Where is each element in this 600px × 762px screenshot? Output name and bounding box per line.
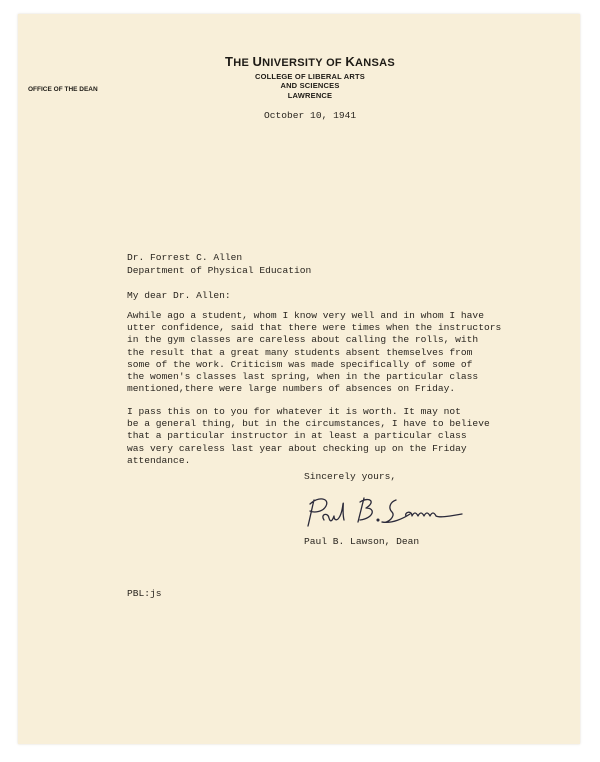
university-name: THE UNIVERSITY OF KANSAS bbox=[224, 54, 396, 69]
paragraph-2-line: I pass this on to you for whatever it is worth. It may not bbox=[127, 406, 461, 417]
paragraph-1-line: in the gym classes are careless about calling the rolls, with bbox=[127, 334, 479, 346]
paragraph-1-line: the women's classes last spring, when in the particular class bbox=[127, 371, 479, 383]
closing: Sincerely yours, bbox=[304, 471, 397, 482]
paragraph-1-line: the result that a great many students absent themselves from bbox=[127, 346, 473, 358]
paragraph-2-line: that a particular instructor in at least a particular class bbox=[127, 430, 467, 442]
paragraph-1-line: some of the work. Criticism was made specifically of some of bbox=[127, 358, 473, 370]
signer-name-title: Paul B. Lawson, Dean bbox=[304, 536, 420, 547]
paragraph-2-line: attendance. bbox=[127, 454, 191, 466]
paragraph-1-line: Awhile ago a student, whom I know very well and in whom I have bbox=[127, 310, 484, 321]
paragraph-2-line: was very careless last year about checking up on the Friday bbox=[127, 442, 467, 454]
salutation: My dear Dr. Allen: bbox=[127, 290, 231, 301]
office-of-dean: OFFICE OF THE DEAN bbox=[28, 86, 98, 93]
college-line-1: COLLEGE OF LIBERAL ARTS bbox=[254, 72, 366, 81]
handwritten-signature bbox=[300, 492, 470, 532]
paragraph-2 bbox=[127, 406, 490, 467]
recipient-department: Department of Physical Education bbox=[127, 265, 312, 276]
paragraph-1 bbox=[127, 310, 501, 395]
college-line-2: AND SCIENCES bbox=[280, 81, 340, 90]
letter-date: October 10, 1941 bbox=[264, 110, 357, 121]
letter-page bbox=[18, 14, 580, 744]
paragraph-1-line: mentioned,there were large numbers of absences on Friday. bbox=[127, 383, 456, 395]
recipient-name: Dr. Forrest C. Allen bbox=[127, 252, 243, 263]
paragraph-1-line: utter confidence, said that there were times when the instructors bbox=[127, 322, 502, 334]
typist-initials: PBL:js bbox=[127, 588, 162, 599]
city-line: LAWRENCE bbox=[287, 91, 333, 100]
paragraph-2-line: be a general thing, but in the circumstances, I have to believe bbox=[127, 418, 490, 430]
